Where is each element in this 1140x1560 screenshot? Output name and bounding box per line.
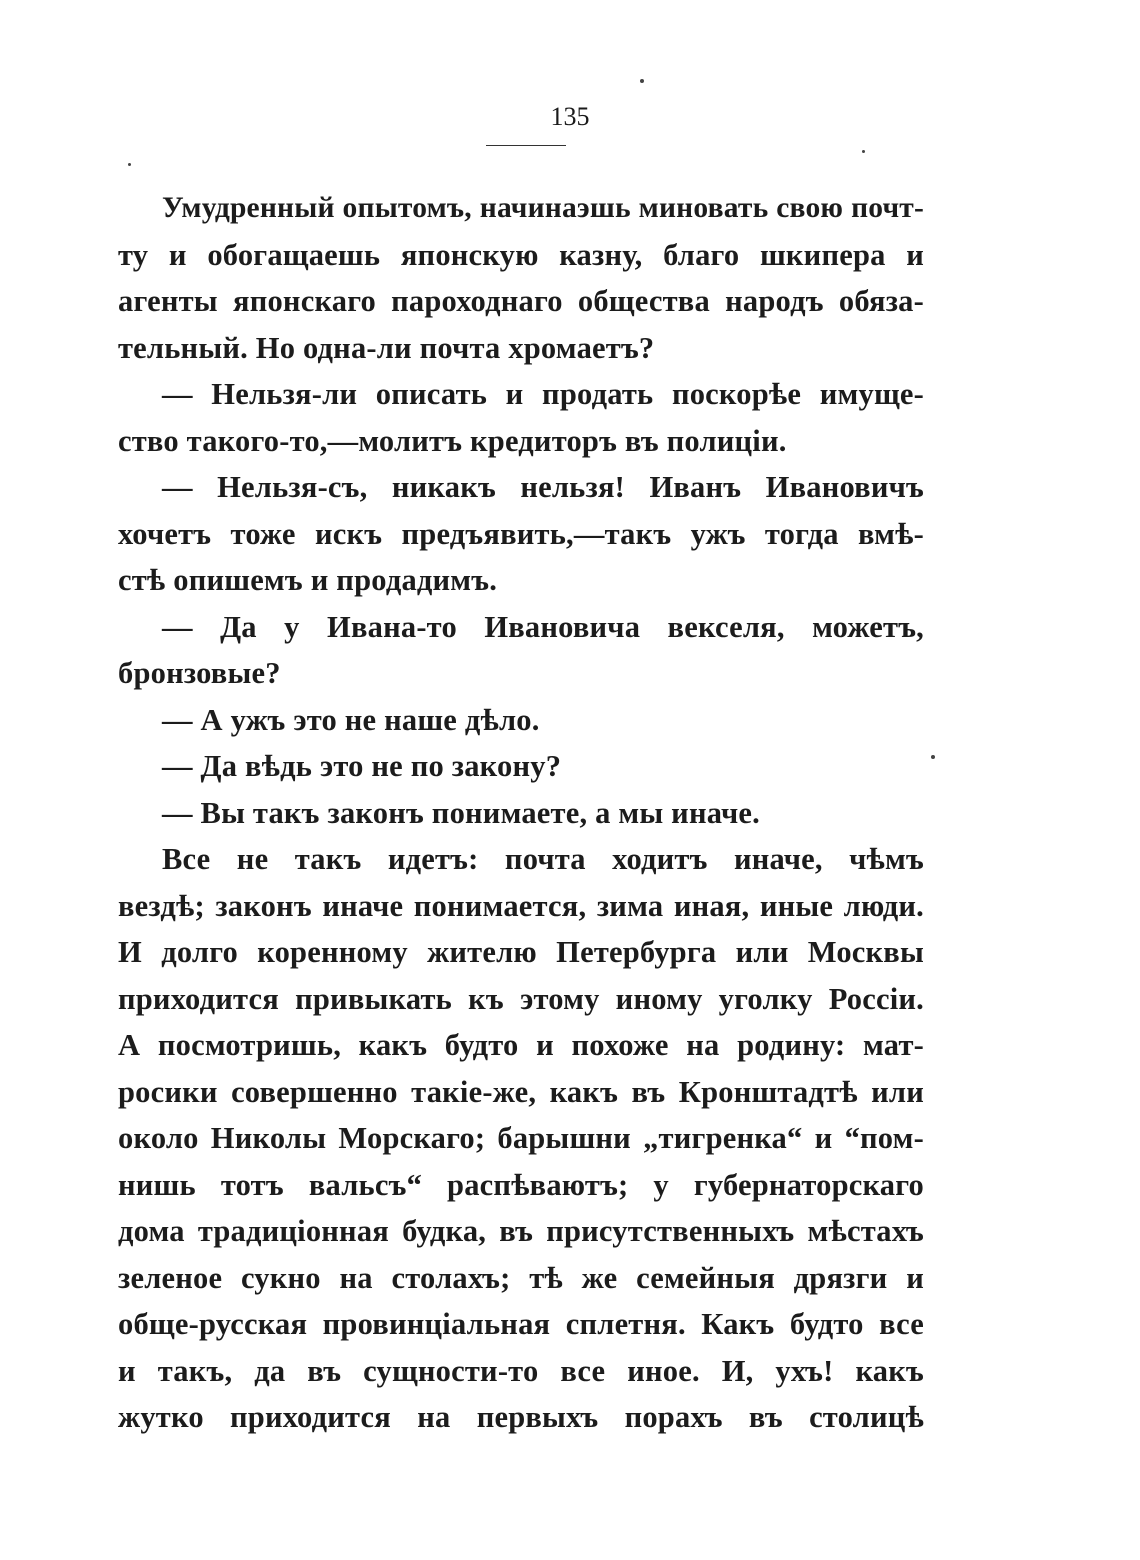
page-number: 135	[550, 102, 590, 131]
text-line: и такъ, да въ сущности-то все иное. И, ухъ! какъ	[118, 1353, 924, 1388]
text-line: — А ужъ это не наше дѣло.	[162, 702, 540, 737]
text-line: росики совершенно такіе-же, какъ въ Кронштадтѣ или	[118, 1074, 924, 1109]
scan-speck	[640, 79, 644, 83]
text-line: И долго коренному жителю Петербурга или Москвы	[118, 935, 924, 969]
text-line: ту и обогащаешь японскую казну, благо шкипера и	[118, 237, 924, 272]
text-line: дома традиціонная будка, въ присутственныхъ мѣстахъ	[118, 1214, 924, 1248]
text-line: зеленое сукно на столахъ; тѣ же семейныя дрязги и	[118, 1260, 924, 1295]
scan-speck	[931, 755, 935, 759]
text-line: бронзовые?	[118, 656, 281, 690]
text-line: обще-русская провинціальная сплетня. Какъ будто все	[118, 1307, 924, 1341]
text-line: Все не такъ идетъ: почта ходитъ иначе, чѣмъ	[162, 842, 924, 876]
text-line: — Да вѣдь это не по закону?	[162, 749, 562, 783]
paragraph	[118, 371, 924, 464]
text-line: нишь тотъ вальсъ“ распѣваютъ; у губернаторскаго	[118, 1167, 924, 1202]
scan-speck	[862, 150, 865, 153]
paragraph	[118, 464, 924, 604]
paragraph	[118, 604, 924, 697]
paragraph	[118, 185, 924, 371]
text-line: — Да у Ивана-то Ивановича векселя, можетъ,	[162, 609, 924, 644]
header-rule	[486, 145, 566, 146]
text-line: Умудренный опытомъ, начинаэшь миновать свою почт-	[162, 192, 924, 224]
paragraph	[118, 743, 924, 790]
text-line: жутко приходится на первыхъ порахъ въ столицѣ	[118, 1400, 924, 1434]
text-line: — Вы такъ законъ понимаете, а мы иначе.	[162, 795, 760, 830]
text-line: около Николы Морскаго; барышни „тигренка“ и “пом-	[118, 1121, 924, 1155]
body-text	[118, 185, 924, 1441]
paragraph	[118, 697, 924, 744]
text-line: ство такого-то,—молитъ кредиторъ въ полиціи.	[118, 423, 787, 458]
scan-speck	[128, 163, 131, 166]
paragraph	[118, 790, 924, 837]
text-line: — Нельзя-съ, никакъ нельзя! Иванъ Ивановичъ	[162, 470, 924, 504]
text-line: А посмотришь, какъ будто и похоже на родину: мат-	[118, 1028, 924, 1062]
text-line: приходится привыкать къ этому иному уголку Россіи.	[118, 981, 924, 1016]
text-line: стѣ опишемъ и продадимъ.	[118, 563, 498, 597]
text-line: — Нельзя-ли описать и продать поскорѣе имуще-	[162, 377, 924, 411]
text-line: вездѣ; законъ иначе понимается, зима иная, иные люди.	[118, 888, 924, 923]
text-line: тельный. Но одна-ли почта хромаетъ?	[118, 330, 655, 365]
paragraph	[118, 836, 924, 1441]
text-line: хочетъ тоже искъ предъявить,—такъ ужъ тогда вмѣ-	[118, 516, 924, 551]
text-line: агенты японскаго пароходнаго общества народъ обяза-	[118, 284, 924, 318]
